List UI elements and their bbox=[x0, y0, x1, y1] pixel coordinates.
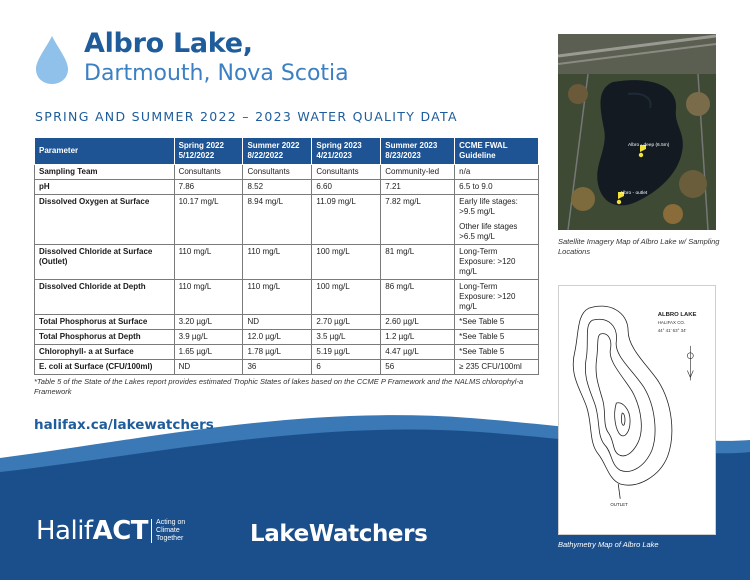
row-parameter: E. coli at Surface (CFU/100ml) bbox=[35, 360, 175, 375]
header-summer-2023: Summer 2023 8/23/2023 bbox=[381, 138, 455, 165]
table-cell: Community-led bbox=[381, 165, 455, 180]
halifact-logo-act: ACT bbox=[92, 516, 149, 546]
water-drop-icon bbox=[34, 34, 70, 86]
row-parameter: pH bbox=[35, 180, 175, 195]
table-footnote: *Table 5 of the State of the Lakes report provides estimated Trophic States of lakes based on the CCME P Framework and the NALMS chlorophyl-a Framework bbox=[34, 377, 524, 396]
table-cell: 6 bbox=[312, 360, 381, 375]
table-row bbox=[35, 180, 539, 195]
table-cell: 8.52 bbox=[243, 180, 312, 195]
table-cell: 2.60 µg/L bbox=[381, 315, 455, 330]
header-spring-2022: Spring 2022 5/12/2022 bbox=[174, 138, 243, 165]
header-summer-2022: Summer 2022 8/22/2022 bbox=[243, 138, 312, 165]
guideline-cell: Long-Term Exposure: >120 mg/L bbox=[455, 280, 539, 315]
bathymetry-map-caption: Bathymetry Map of Albro Lake bbox=[558, 540, 659, 549]
table-cell: 6.60 bbox=[312, 180, 381, 195]
halifact-tagline: Acting on Climate Together bbox=[151, 519, 185, 543]
guideline-cell: *See Table 5 bbox=[455, 345, 539, 360]
table-cell: 36 bbox=[243, 360, 312, 375]
table-cell: 1.65 µg/L bbox=[174, 345, 243, 360]
table-cell: 4.47 µg/L bbox=[381, 345, 455, 360]
table-cell: 7.21 bbox=[381, 180, 455, 195]
guideline-cell: *See Table 5 bbox=[455, 315, 539, 330]
table-row bbox=[35, 280, 539, 315]
header-ccme-guideline: CCME FWAL Guideline bbox=[455, 138, 539, 165]
guideline-cell: n/a bbox=[455, 165, 539, 180]
table-cell: ND bbox=[174, 360, 243, 375]
table-cell: 110 mg/L bbox=[243, 280, 312, 315]
table-cell: 8.94 mg/L bbox=[243, 195, 312, 245]
table-cell: 86 mg/L bbox=[381, 280, 455, 315]
table-row bbox=[35, 315, 539, 330]
guideline-cell: Long-Term Exposure: >120 mg/L bbox=[455, 245, 539, 280]
table-cell: 11.09 mg/L bbox=[312, 195, 381, 245]
table-cell: 7.86 bbox=[174, 180, 243, 195]
bathymetry-map-image bbox=[558, 285, 716, 535]
table-row bbox=[35, 345, 539, 360]
row-parameter: Dissolved Oxygen at Surface bbox=[35, 195, 175, 245]
guideline-cell bbox=[455, 195, 539, 245]
header-spring-2023: Spring 2023 4/21/2023 bbox=[312, 138, 381, 165]
table-cell: 7.82 mg/L bbox=[381, 195, 455, 245]
table-cell: 110 mg/L bbox=[174, 245, 243, 280]
table-cell: 100 mg/L bbox=[312, 245, 381, 280]
marker-label-outlet: Albro - outlet bbox=[620, 191, 648, 196]
satellite-map-caption: Satellite Imagery Map of Albro Lake w/ Sampling Locations bbox=[558, 237, 720, 256]
row-parameter: Sampling Team bbox=[35, 165, 175, 180]
table-cell: 110 mg/L bbox=[243, 245, 312, 280]
table-cell: 3.20 µg/L bbox=[174, 315, 243, 330]
table-cell: 2.70 µg/L bbox=[312, 315, 381, 330]
guideline-cell: *See Table 5 bbox=[455, 330, 539, 345]
guideline-early-life: Early life stages: >9.5 mg/L bbox=[459, 197, 518, 216]
bathy-map-county: HALIFAX CO. bbox=[657, 320, 686, 326]
guideline-cell: ≥ 235 CFU/100ml bbox=[455, 360, 539, 375]
table-cell: 12.0 µg/L bbox=[243, 330, 312, 345]
table-cell: Consultants bbox=[312, 165, 381, 180]
bathy-map-title: ALBRO LAKE bbox=[657, 312, 697, 319]
row-parameter: Chlorophyll- a at Surface bbox=[35, 345, 175, 360]
table-row bbox=[35, 245, 539, 280]
bathy-outlet-label: OUTLET bbox=[610, 501, 628, 507]
water-quality-table bbox=[34, 137, 539, 375]
table-cell: 3.9 µg/L bbox=[174, 330, 243, 345]
section-title: SPRING AND SUMMER 2022 – 2023 WATER QUALITY DATA bbox=[35, 109, 458, 124]
table-cell: ND bbox=[243, 315, 312, 330]
marker-label-deep: Albro - deep (6.5m) bbox=[628, 143, 670, 148]
table-cell: 3.5 µg/L bbox=[312, 330, 381, 345]
row-parameter: Dissolved Chloride at Depth bbox=[35, 280, 175, 315]
header-parameter: Parameter bbox=[35, 138, 175, 165]
bathy-map-coords: 44° 41' 63° 34' bbox=[657, 328, 687, 333]
table-cell: 5.19 µg/L bbox=[312, 345, 381, 360]
page-subtitle: Dartmouth, Nova Scotia bbox=[84, 61, 349, 86]
table-cell: 1.78 µg/L bbox=[243, 345, 312, 360]
table-row bbox=[35, 330, 539, 345]
halifact-logo bbox=[36, 516, 185, 546]
lakewatchers-link[interactable]: halifax.ca/lakewatchers bbox=[34, 417, 214, 433]
table-cell: 1.2 µg/L bbox=[381, 330, 455, 345]
row-parameter: Total Phosphorus at Surface bbox=[35, 315, 175, 330]
lakewatchers-logo: LakeWatchers bbox=[250, 521, 428, 547]
row-parameter: Dissolved Chloride at Surface (Outlet) bbox=[35, 245, 175, 280]
table-cell: Consultants bbox=[243, 165, 312, 180]
table-row bbox=[35, 195, 539, 245]
table-cell: 100 mg/L bbox=[312, 280, 381, 315]
table-header-row bbox=[35, 138, 539, 165]
guideline-cell: 6.5 to 9.0 bbox=[455, 180, 539, 195]
table-row bbox=[35, 360, 539, 375]
page-title: Albro Lake, bbox=[84, 28, 253, 59]
satellite-map-image bbox=[558, 34, 716, 230]
table-row bbox=[35, 165, 539, 180]
guideline-other-life: Other life stages >6.5 mg/L bbox=[459, 222, 518, 241]
row-parameter: Total Phosphorus at Depth bbox=[35, 330, 175, 345]
table-cell: 10.17 mg/L bbox=[174, 195, 243, 245]
halifact-logo-halif: Halif bbox=[36, 516, 93, 546]
table-cell: 81 mg/L bbox=[381, 245, 455, 280]
table-cell: 56 bbox=[381, 360, 455, 375]
table-cell: Consultants bbox=[174, 165, 243, 180]
table-cell: 110 mg/L bbox=[174, 280, 243, 315]
